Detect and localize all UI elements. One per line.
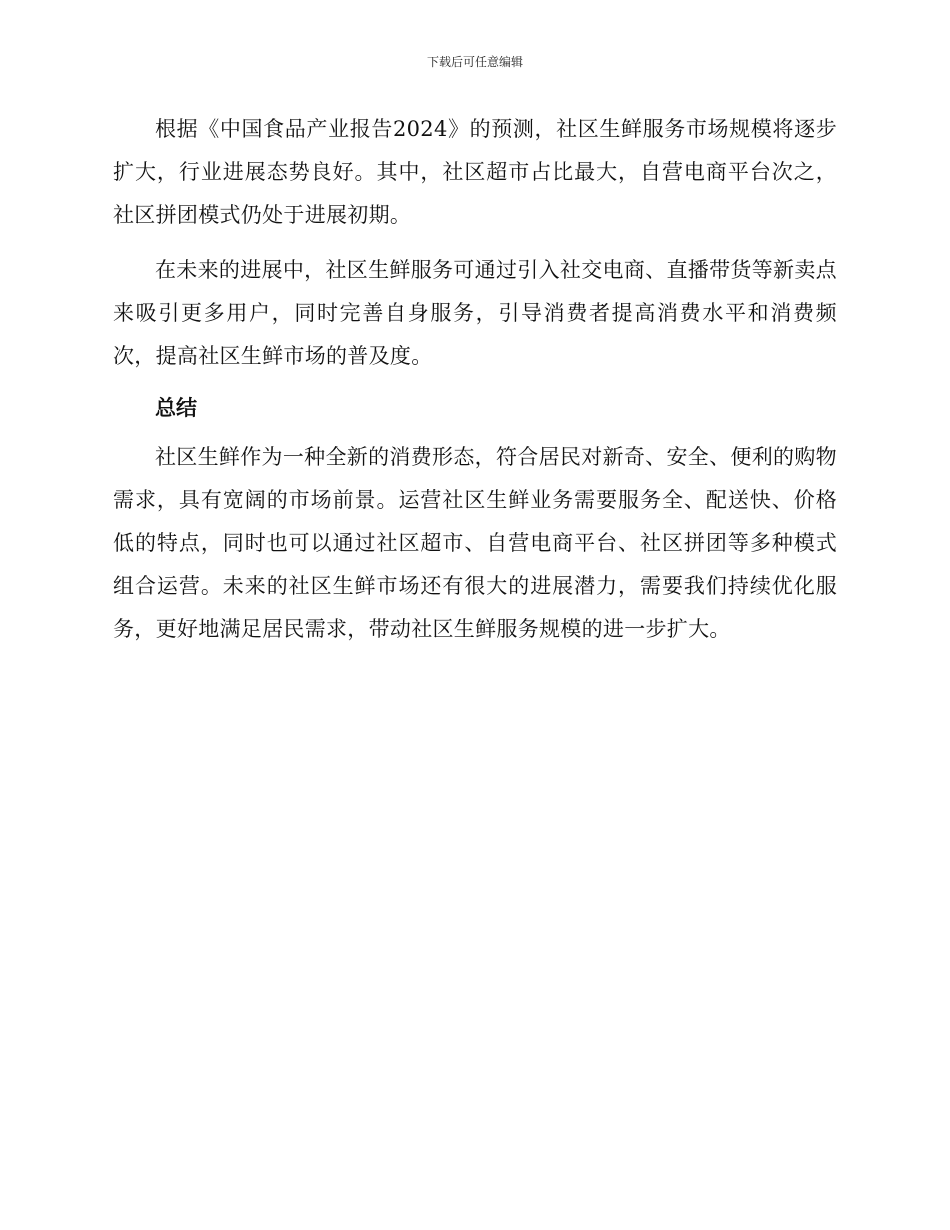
document-body bbox=[113, 108, 837, 663]
page-header: 下载后可任意编辑 bbox=[426, 55, 523, 69]
section-heading-summary: 总结 bbox=[155, 396, 197, 420]
paragraph-summary: 社区生鲜作为一种全新的消费形态，符合居民对新奇、安全、便利的购物需求，具有宽阔的市场前景。运营社区生鲜业务需要服务全、配送快、价格低的特点，同时也可以通过社区超市、自营电商平台、社区拼团等多种模式组合运营。未来的社区生鲜市场还有很大的进展潜力，需要我们持续优化服务，更好地满足居民需求，带动社区生鲜服务规模的进一步扩大。 bbox=[113, 445, 837, 641]
paragraph-market-forecast: 根据《中国食品产业报告2024》的预测，社区生鲜服务市场规模将逐步扩大，行业进展态势良好。其中，社区超市占比最大，自营电商平台次之，社区拼团模式仍处于进展初期。 bbox=[113, 117, 837, 227]
paragraph-future-development: 在未来的进展中，社区生鲜服务可通过引入社交电商、直播带货等新卖点来吸引更多用户，同时完善自身服务，引导消费者提高消费水平和消费频次，提高社区生鲜市场的普及度。 bbox=[113, 258, 837, 368]
